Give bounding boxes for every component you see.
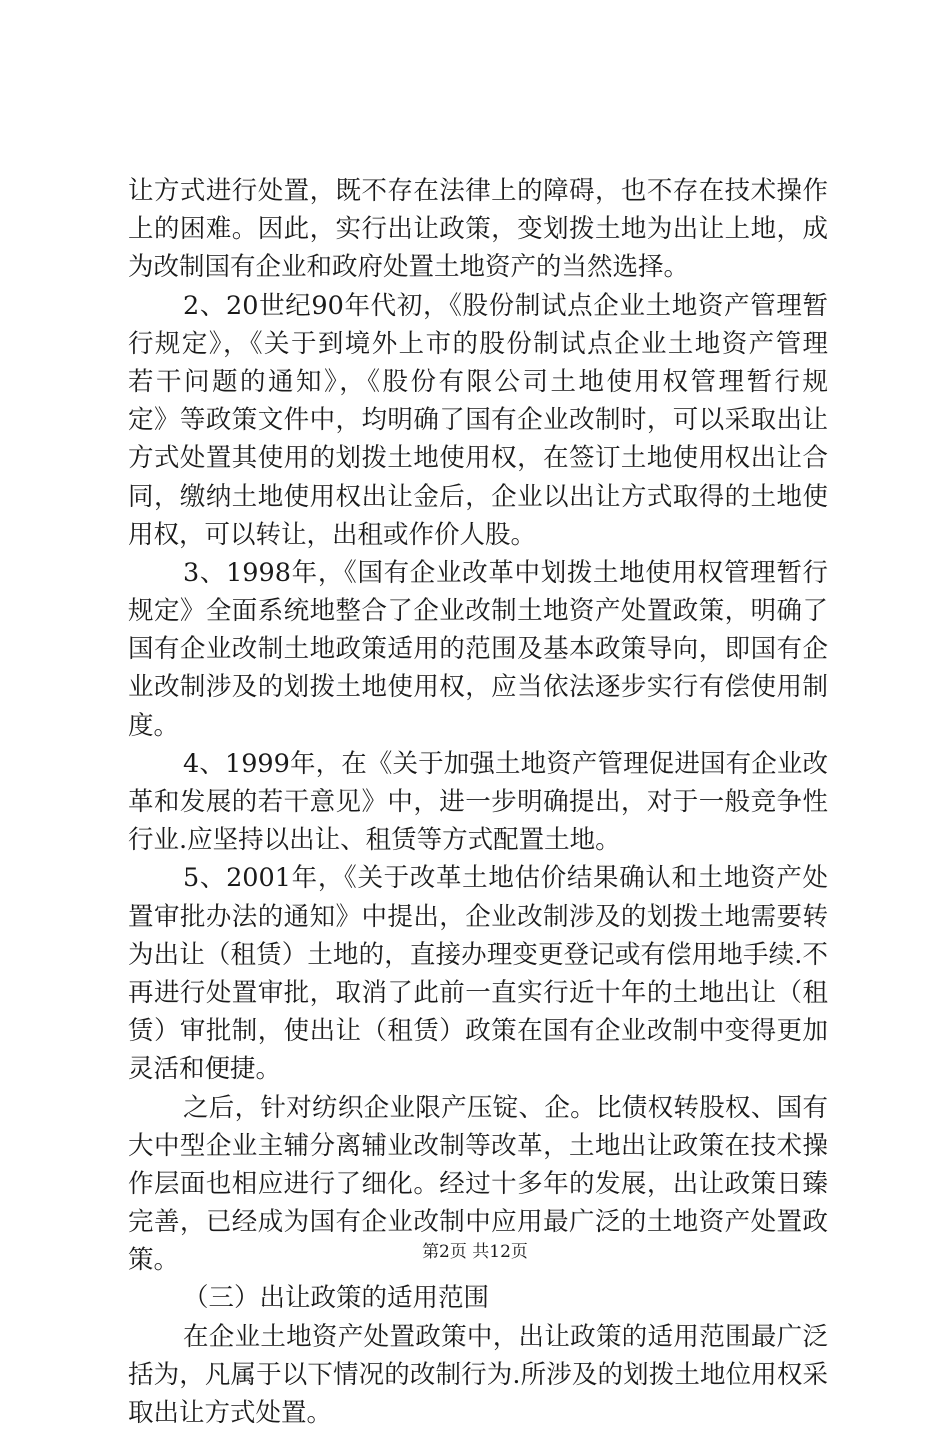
text-line: 4、1999年，在《关于加强土地资产管理促进国有企业改 <box>183 748 828 779</box>
text-line: 上的困难。因此，实行出让政策，变划拨土地为出让上地，成 <box>128 214 828 245</box>
text-line: 若干问题的通知》，《股份有限公司土地使用权管理暂行规 <box>128 366 828 397</box>
text-line: 2、20世纪90年代初，《股份制试点企业土地资产管理暂 <box>183 290 828 321</box>
text-line: 赁）审批制，使出让（租赁）政策在国有企业改制中变得更加 <box>128 1016 828 1047</box>
text-line: 再进行处置审批，取消了此前一直实行近十年的土地出让（租 <box>128 977 828 1008</box>
text-line: 业改制涉及的划拨土地使用权，应当依法逐步实行有偿使用制 <box>128 672 828 703</box>
text-line: 定》等政策文件中，均明确了国有企业改制时，可以采取出让 <box>128 405 828 436</box>
text-line: 国有企业改制土地政策适用的范围及基本政策导向，即国有企 <box>128 634 828 665</box>
text-line: 大中型企业主辅分离辅业改制等改革，土地出让政策在技术操 <box>128 1130 828 1161</box>
text-line: 5、2001年，《关于改革土地估价结果确认和土地资产处 <box>183 863 828 894</box>
text-line: 在企业土地资产处置政策中，出让政策的适用范围最广泛 <box>183 1321 828 1352</box>
text-line: 作层面也相应进行了细化。经过十多年的发展，出让政策日臻 <box>128 1168 828 1199</box>
section-heading: （三）出让政策的适用范围 <box>183 1283 490 1314</box>
text-line: 方式处置其使用的划拨土地使用权，在签订土地使用权出让合 <box>128 443 828 474</box>
text-line: 度。 <box>128 710 180 741</box>
text-line: 同，缴纳土地使用权出让金后，企业以出让方式取得的土地使 <box>128 481 828 512</box>
text-line: 策。 <box>128 1245 180 1276</box>
text-line: 让方式进行处置，既不存在法律上的障碍，也不存在技术操作 <box>128 176 828 206</box>
text-line: 灵活和便捷。 <box>128 1054 282 1085</box>
text-line: 之后，针对纺织企业限产压锭、企。比债权转股权、国有 <box>183 1092 828 1123</box>
text-line: 括为，凡属于以下情况的改制行为.所涉及的划拨土地位用权采 <box>128 1359 828 1390</box>
text-line: 3、1998年，《国有企业改革中划拨土地使用权管理暂行 <box>183 557 828 588</box>
text-line: 行规定》，《关于到境外上市的股份制试点企业土地资产管理 <box>128 328 828 359</box>
page-footer: 第2页 共12页 <box>422 1242 528 1262</box>
text-line: 革和发展的若干意见》中，进一步明确提出，对于一般竞争性 <box>128 787 828 817</box>
text-line: 为改制国有企业和政府处置土地资产的当然选择。 <box>128 252 690 283</box>
text-line: 置审批办法的通知》中提出，企业改制涉及的划拨土地需要转 <box>128 901 828 932</box>
text-line: 完善，已经成为国有企业改制中应用最广泛的土地资产处置政 <box>128 1207 828 1238</box>
text-line: 用权，可以转让，出租或作价人股。 <box>128 519 537 550</box>
text-line: 取出让方式处置。 <box>128 1398 333 1428</box>
text-line: 为出让（租赁）土地的，直接办理变更登记或有偿用地手续.不 <box>128 939 828 970</box>
text-line: 规定》全面系统地整合了企业改制土地资产处置政策，明确了 <box>128 596 828 627</box>
text-line: 行业.应坚持以出让、租赁等方式配置土地。 <box>128 825 621 856</box>
